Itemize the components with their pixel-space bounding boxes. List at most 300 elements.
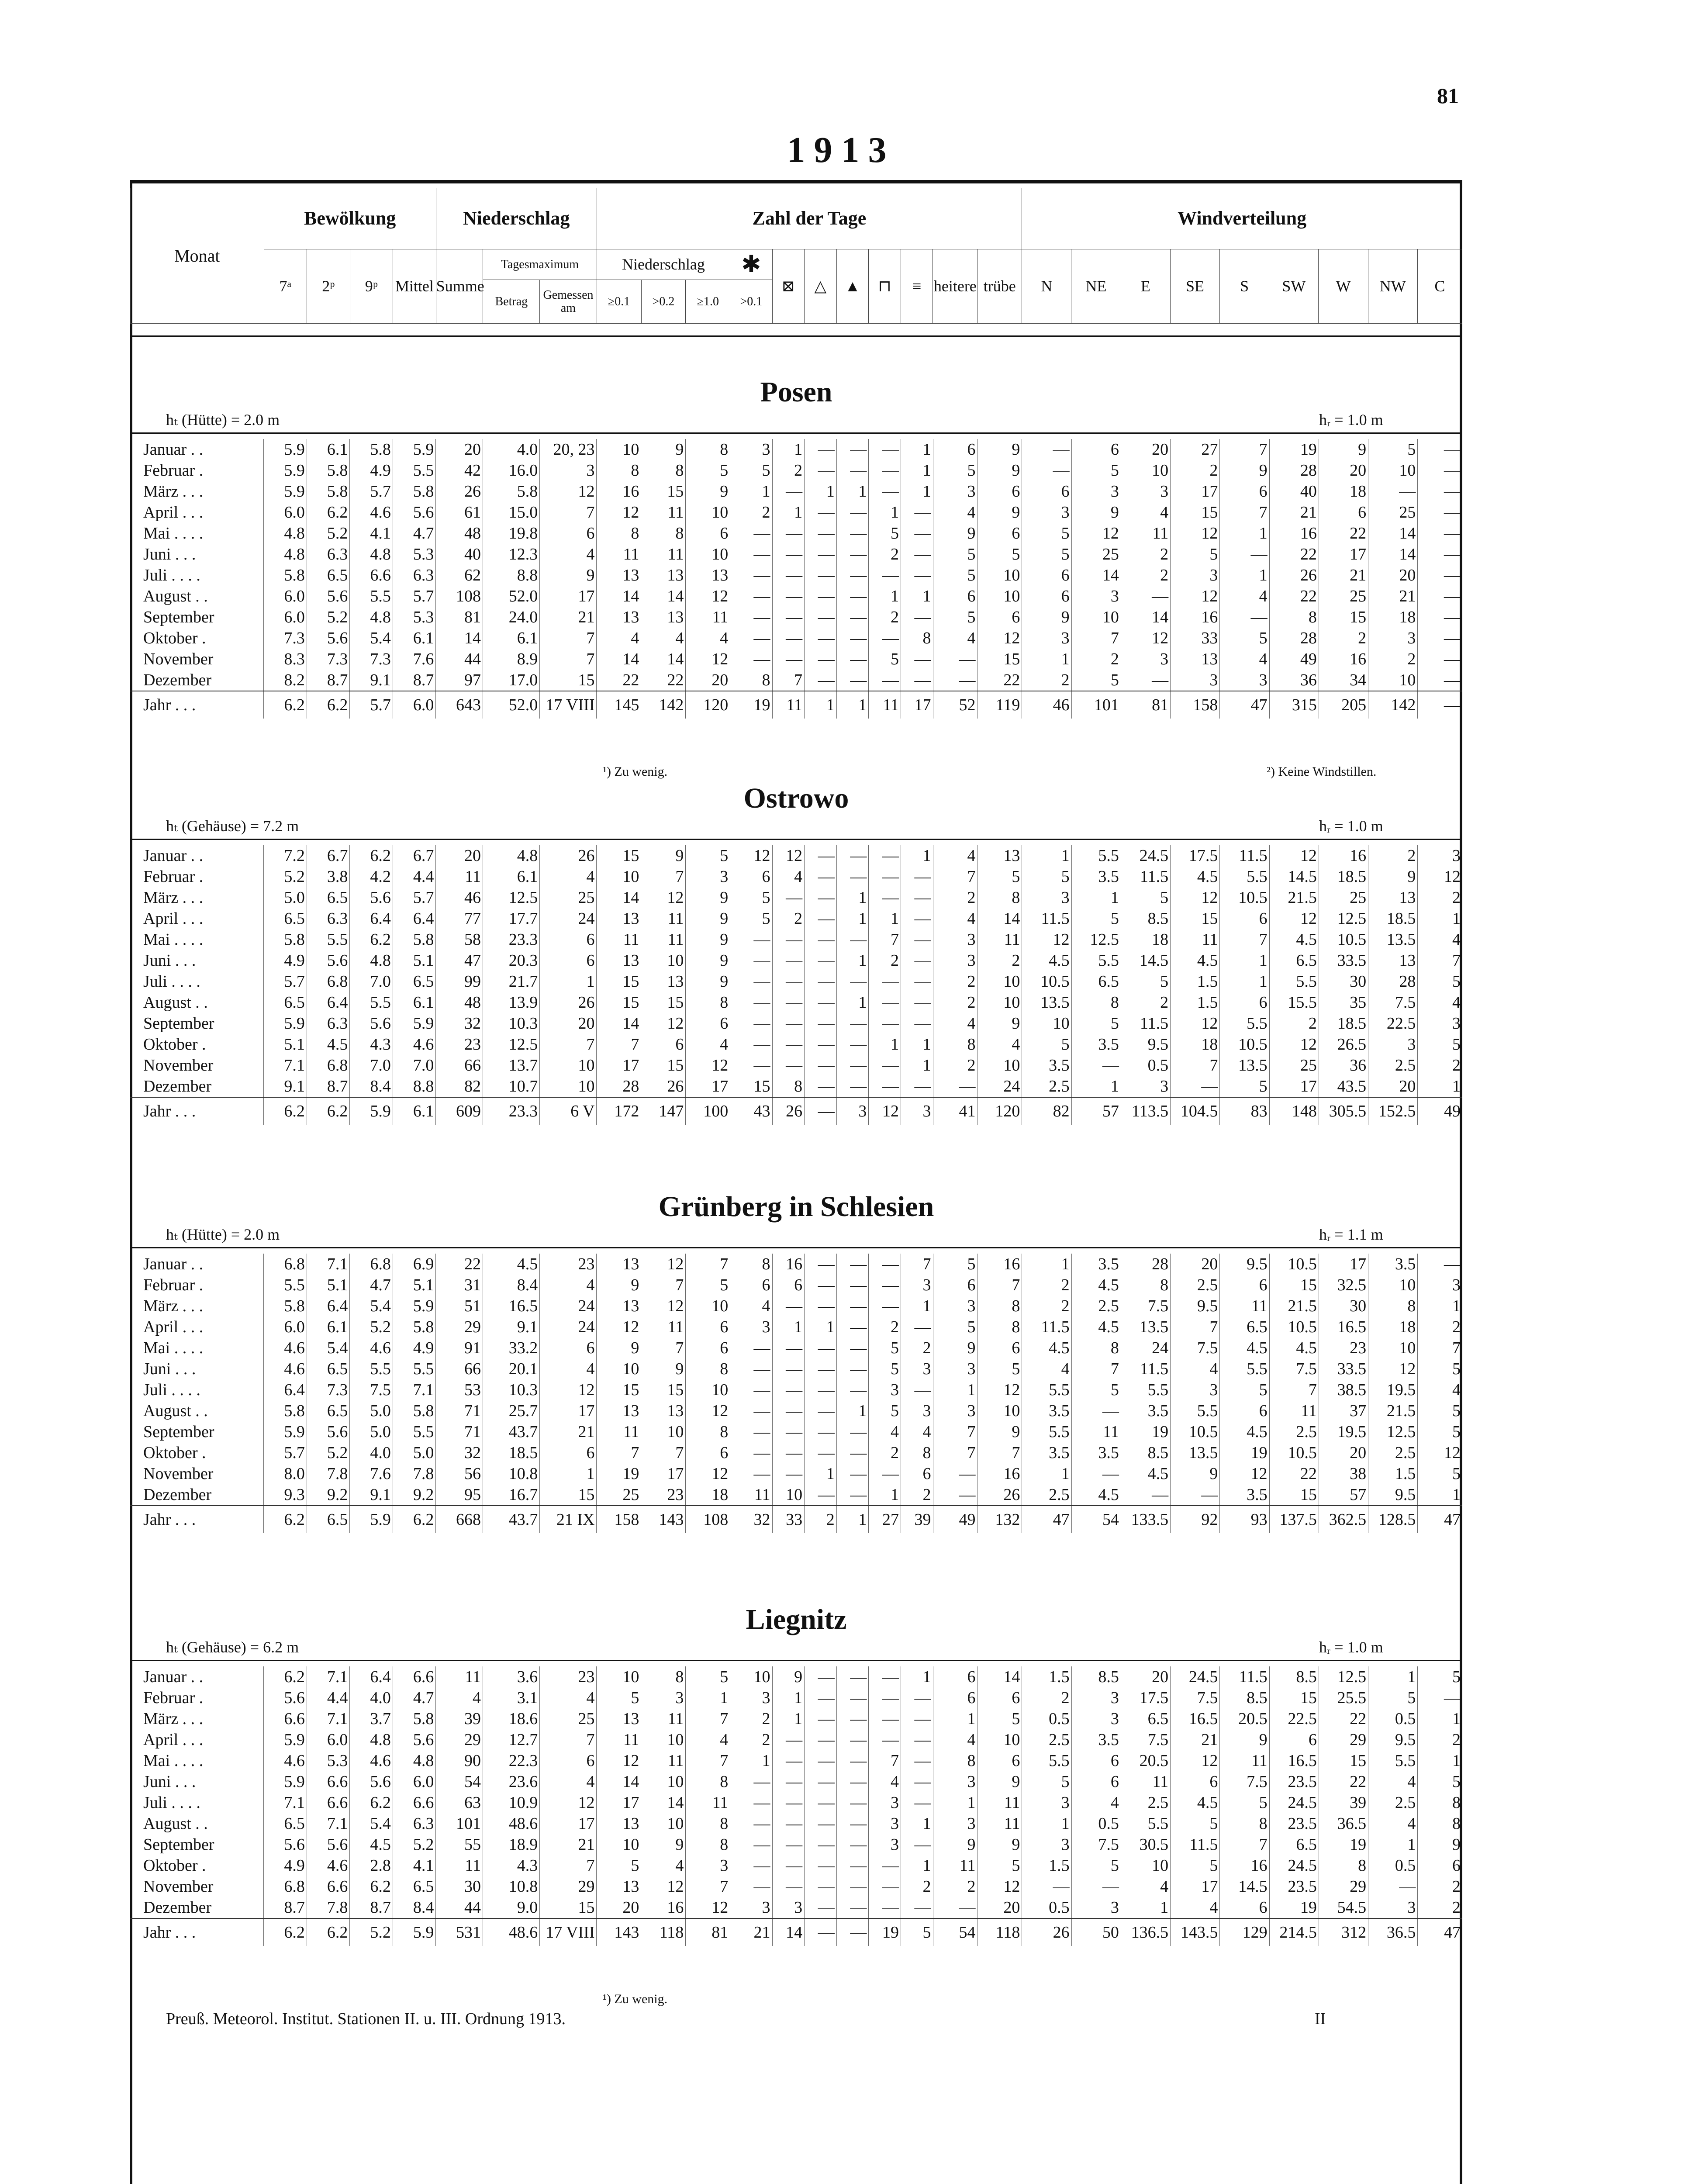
table-cell: 6.0	[307, 1729, 350, 1750]
table-cell: —	[772, 1442, 805, 1463]
table-cell: —	[869, 1855, 901, 1876]
table-cell: 6.5	[393, 971, 436, 992]
table-cell: —	[805, 1442, 837, 1463]
table-cell: 6	[1171, 1771, 1220, 1792]
month-label: Jahr . . .	[130, 1097, 264, 1125]
table-cell: 1	[1368, 1666, 1418, 1687]
table-cell: —	[869, 1275, 901, 1296]
table-cell: —	[1022, 439, 1071, 460]
footnote-right: ²) Keine Windstillen.	[1267, 764, 1377, 779]
table-cell: 23.3	[483, 1097, 540, 1125]
table-cell: 7	[686, 1750, 730, 1771]
table-cell: 20	[436, 845, 483, 866]
month-label: Januar . .	[143, 440, 204, 459]
table-cell: 3.5	[1220, 1484, 1269, 1506]
table-cell: 6.8	[307, 1055, 350, 1076]
table-cell: 7	[540, 1729, 597, 1750]
table-cell: —	[869, 1876, 901, 1897]
table-cell: 531	[436, 1918, 483, 1946]
table-cell: —	[836, 1918, 869, 1946]
table-cell: 25.7	[483, 1400, 540, 1421]
table-row	[130, 1379, 1462, 1400]
table-cell: 13	[641, 565, 686, 586]
table-cell: 5.1	[307, 1275, 350, 1296]
table-cell: 5.0	[350, 1400, 393, 1421]
table-cell: 12	[641, 1013, 686, 1034]
table-cell: 82	[1022, 1097, 1071, 1125]
table-cell: 8.7	[393, 670, 436, 691]
table-cell: 5.5	[1220, 1358, 1269, 1379]
table-cell: 56	[436, 1463, 483, 1484]
table-cell: 10	[1022, 1013, 1071, 1034]
table-cell: 5	[1022, 1034, 1071, 1055]
table-cell: 6.5	[307, 1400, 350, 1421]
table-cell: 3	[1121, 649, 1170, 670]
table-cell: 22	[641, 670, 686, 691]
table-cell: 7	[1220, 502, 1269, 523]
table-cell: 7.3	[350, 649, 393, 670]
table-cell: —	[772, 1463, 805, 1484]
table-cell: —	[1418, 502, 1462, 523]
table-cell: —	[1121, 1484, 1170, 1506]
month-label: Juni . . .	[143, 1360, 196, 1378]
table-cell: 7	[597, 1034, 641, 1055]
table-cell: —	[1418, 628, 1462, 649]
table-cell: 5.7	[264, 1442, 307, 1463]
table-cell: 7.5	[1071, 1834, 1121, 1855]
table-row	[130, 460, 1462, 481]
table-cell: —	[836, 1666, 869, 1687]
month-label: November	[143, 1877, 214, 1896]
table-cell: 11	[641, 908, 686, 929]
table-cell: 19.8	[483, 523, 540, 544]
header-7a: 7ᵃ	[264, 249, 307, 324]
table-cell: 48.6	[483, 1813, 540, 1834]
table-cell: 17	[597, 1792, 641, 1813]
header-gt01: >0.1	[730, 280, 772, 324]
table-cell: 0.5	[1022, 1708, 1071, 1729]
table-cell: 7.0	[350, 971, 393, 992]
table-cell: 36	[1269, 670, 1319, 691]
table-cell: 6.3	[307, 1013, 350, 1034]
footnote-left: ¹) Zu wenig.	[603, 1992, 668, 2006]
table-cell: 6.5	[264, 992, 307, 1013]
table-cell: 11.5	[1171, 1834, 1220, 1855]
table-cell: 6.1	[483, 628, 540, 649]
table-cell: 4.7	[350, 1275, 393, 1296]
table-cell: 6.2	[264, 691, 307, 719]
table-cell: —	[1418, 1687, 1462, 1708]
table-cell: 8	[1418, 1813, 1462, 1834]
table-cell: 5.8	[393, 1708, 436, 1729]
table-cell: 14	[641, 649, 686, 670]
table-cell: 7	[1418, 1337, 1462, 1358]
table-cell: 3.5	[1071, 1034, 1121, 1055]
table-cell: 18.9	[483, 1834, 540, 1855]
month-label: Oktober .	[143, 1035, 206, 1054]
table-cell: 10	[641, 1813, 686, 1834]
table-cell: 3	[1220, 670, 1269, 691]
table-cell: 5.3	[393, 544, 436, 565]
table-cell: 39	[901, 1506, 933, 1533]
table-cell: 6.8	[264, 1254, 307, 1275]
header-2p: 2ᵖ	[307, 249, 350, 324]
table-cell: 4	[540, 1771, 597, 1792]
table-cell: 14.5	[1121, 950, 1170, 971]
header-zahl-der-tage: Zahl der Tage	[597, 188, 1022, 249]
table-cell: 9	[977, 1834, 1022, 1855]
table-cell: 7.8	[393, 1463, 436, 1484]
table-cell: —	[836, 607, 869, 628]
table-cell: —	[901, 1750, 933, 1771]
table-cell: 7	[933, 1421, 977, 1442]
table-cell: 1	[772, 502, 805, 523]
table-cell: 16.7	[483, 1484, 540, 1506]
table-cell: —	[772, 992, 805, 1013]
table-cell: 2	[772, 908, 805, 929]
header-wind-e: E	[1121, 249, 1170, 324]
station-title: Liegnitz	[746, 1603, 847, 1635]
table-row	[130, 607, 1462, 628]
table-cell: 9	[1319, 439, 1368, 460]
table-cell: 5.8	[393, 1317, 436, 1337]
table-cell: 15	[641, 1055, 686, 1076]
table-cell: 9	[641, 1834, 686, 1855]
table-cell: 8	[772, 1076, 805, 1097]
table-cell: 1	[772, 1687, 805, 1708]
table-cell: 5	[597, 1855, 641, 1876]
table-cell: 2.5	[1171, 1275, 1220, 1296]
table-cell: 4.5	[1071, 1317, 1121, 1337]
table-cell: 97	[436, 670, 483, 691]
table-cell: 7.2	[264, 845, 307, 866]
station-title: Posen	[760, 376, 832, 408]
table-cell: —	[836, 502, 869, 523]
table-cell: 5	[1022, 1771, 1071, 1792]
table-cell: 1	[1022, 1463, 1071, 1484]
table-cell: 5.5	[393, 1358, 436, 1379]
table-cell: 4	[436, 1687, 483, 1708]
year-total-row	[130, 1506, 1462, 1533]
table-cell: 47	[1220, 691, 1269, 719]
table-cell: 10	[686, 502, 730, 523]
header-bewoelkung: Bewölkung	[264, 188, 436, 249]
table-cell: 6	[933, 1666, 977, 1687]
table-cell: 12	[540, 481, 597, 502]
table-cell: 7	[540, 1034, 597, 1055]
month-label: Februar .	[143, 1276, 204, 1294]
table-cell: 145	[597, 691, 641, 719]
table-cell: 5.2	[307, 523, 350, 544]
table-cell: 2	[901, 1876, 933, 1897]
table-cell: 11	[436, 1855, 483, 1876]
table-cell: 1	[901, 1055, 933, 1076]
table-cell: —	[836, 1421, 869, 1442]
table-cell: 3	[1071, 481, 1121, 502]
header-9p: 9ᵖ	[350, 249, 393, 324]
table-cell: 4	[933, 845, 977, 866]
table-cell: 3.5	[1022, 1400, 1071, 1421]
table-cell: 91	[436, 1337, 483, 1358]
table-cell: 5	[1121, 887, 1170, 908]
table-cell: 10.5	[1269, 1442, 1319, 1463]
table-cell: 6	[977, 1750, 1022, 1771]
table-cell: —	[1418, 439, 1462, 460]
table-cell: —	[730, 971, 772, 992]
table-cell: 4	[1171, 1897, 1220, 1918]
table-cell: —	[805, 544, 837, 565]
table-cell: 1	[901, 481, 933, 502]
table-cell: 36.5	[1319, 1813, 1368, 1834]
table-cell: 17.7	[483, 908, 540, 929]
table-cell: 7.1	[307, 1666, 350, 1687]
table-cell: —	[901, 1729, 933, 1750]
table-cell: —	[869, 1296, 901, 1317]
table-cell: 4.5	[1171, 950, 1220, 971]
header-mittel: Mittel	[393, 249, 436, 324]
table-cell: 3	[1171, 565, 1220, 586]
table-cell: 1	[1418, 1708, 1462, 1729]
table-cell: —	[730, 1358, 772, 1379]
table-cell: —	[836, 586, 869, 607]
table-cell: 18	[1368, 607, 1418, 628]
table-cell: 132	[977, 1506, 1022, 1533]
table-cell: 100	[686, 1097, 730, 1125]
table-cell: 17	[1319, 1254, 1368, 1275]
table-cell: 5	[869, 649, 901, 670]
table-cell: 12	[641, 1876, 686, 1897]
table-cell: 6.6	[393, 1792, 436, 1813]
table-cell: 41	[933, 1097, 977, 1125]
table-cell: 12	[1171, 523, 1220, 544]
table-cell: 12	[597, 1750, 641, 1771]
table-cell: 28	[1368, 971, 1418, 992]
table-cell: —	[805, 565, 837, 586]
table-cell: 7	[1071, 1358, 1121, 1379]
header-wind-s: S	[1220, 249, 1269, 324]
table-cell: 9	[977, 460, 1022, 481]
table-cell: —	[772, 1729, 805, 1750]
table-cell: 8.5	[1071, 1666, 1121, 1687]
header-gemessen-am: Gemessen am	[540, 280, 597, 324]
table-cell: 14	[597, 1013, 641, 1034]
station-ht-height: hₜ (Hütte) = 2.0 m	[166, 411, 280, 429]
table-cell: 2	[1022, 1275, 1071, 1296]
table-cell: 5.4	[350, 628, 393, 649]
table-cell: 4	[1022, 1358, 1071, 1379]
table-row	[130, 1876, 1462, 1897]
table-cell: 25	[540, 1708, 597, 1729]
table-cell: —	[869, 670, 901, 691]
table-cell: 4	[933, 908, 977, 929]
month-label: November	[143, 1465, 214, 1483]
table-cell: 7.3	[307, 1379, 350, 1400]
table-cell: 17	[641, 1463, 686, 1484]
table-row	[130, 1834, 1462, 1855]
thunderstorm-icon: ⊓	[869, 249, 901, 324]
table-cell: 5	[977, 866, 1022, 887]
table-cell: 5.2	[307, 1442, 350, 1463]
table-cell: 22	[597, 670, 641, 691]
table-cell: —	[805, 1813, 837, 1834]
month-label: Juli . . . .	[143, 1381, 200, 1399]
table-cell: —	[805, 1855, 837, 1876]
table-cell: 10.8	[483, 1876, 540, 1897]
table-cell: —	[836, 1813, 869, 1834]
table-cell: 1	[540, 1463, 597, 1484]
table-cell: 28	[1269, 628, 1319, 649]
table-cell: 12	[686, 1897, 730, 1918]
table-cell: 4	[540, 1358, 597, 1379]
table-cell: 2	[1022, 1296, 1071, 1317]
table-cell: —	[836, 1708, 869, 1729]
table-cell: —	[805, 502, 837, 523]
table-cell: 26	[772, 1097, 805, 1125]
header-wind-ne: NE	[1071, 249, 1121, 324]
table-cell: —	[901, 502, 933, 523]
table-row	[130, 1317, 1462, 1337]
table-cell: —	[772, 544, 805, 565]
month-label: August . .	[143, 993, 208, 1012]
table-cell: 6.2	[264, 1666, 307, 1687]
table-cell: 10	[597, 866, 641, 887]
table-cell: 9.5	[1368, 1729, 1418, 1750]
table-cell: 7	[1071, 628, 1121, 649]
table-cell: 3	[869, 1813, 901, 1834]
table-cell: 5	[730, 887, 772, 908]
station-ht-height: hₜ (Gehäuse) = 7.2 m	[166, 817, 299, 835]
header-monat: Monat	[131, 188, 264, 324]
table-cell: —	[869, 971, 901, 992]
table-cell: 17 VIII	[540, 1918, 597, 1946]
table-cell: 3	[901, 1400, 933, 1421]
table-cell: 35	[1319, 992, 1368, 1013]
table-cell: —	[836, 929, 869, 950]
table-row	[130, 845, 1462, 866]
table-cell: —	[805, 1337, 837, 1358]
table-cell: 8	[686, 1358, 730, 1379]
table-cell: 12	[977, 1379, 1022, 1400]
table-cell: 19.5	[1319, 1421, 1368, 1442]
table-cell: 143.5	[1171, 1918, 1220, 1946]
table-cell: 5.5	[307, 929, 350, 950]
table-cell: 11	[1121, 523, 1170, 544]
table-cell: 24.5	[1121, 845, 1170, 866]
table-cell: —	[772, 628, 805, 649]
table-cell: 136.5	[1121, 1918, 1170, 1946]
table-cell: 9.2	[307, 1484, 350, 1506]
table-cell: 20	[1368, 565, 1418, 586]
table-cell: —	[730, 523, 772, 544]
table-cell: —	[772, 1358, 805, 1379]
month-label: Oktober .	[143, 1856, 206, 1875]
table-cell: 9	[977, 502, 1022, 523]
table-cell: 5	[933, 565, 977, 586]
table-cell: 14	[436, 628, 483, 649]
table-cell: 5	[686, 1275, 730, 1296]
table-cell: —	[901, 992, 933, 1013]
table-cell: 5	[1418, 1400, 1462, 1421]
table-cell: 12	[686, 1463, 730, 1484]
table-cell: 51	[436, 1296, 483, 1317]
table-cell: 5	[1220, 1076, 1269, 1097]
footer-institute: Preuß. Meteorol. Institut. Stationen II. u. III. Ordnung 1913.	[166, 2010, 566, 2028]
table-cell: 6	[540, 929, 597, 950]
table-cell: 5	[686, 460, 730, 481]
table-cell: 5.8	[393, 1400, 436, 1421]
table-cell: 7	[1418, 950, 1462, 971]
table-cell: 1	[901, 460, 933, 481]
table-cell: —	[933, 1484, 977, 1506]
table-cell: 12	[540, 1379, 597, 1400]
table-cell: 137.5	[1269, 1506, 1319, 1533]
table-cell: —	[1022, 460, 1071, 481]
table-cell: 1	[836, 1400, 869, 1421]
month-label: September	[143, 1423, 214, 1441]
table-cell: 9	[933, 523, 977, 544]
table-cell: 26	[436, 481, 483, 502]
table-cell: 10	[686, 1296, 730, 1317]
table-cell: 5.4	[307, 1337, 350, 1358]
table-cell: 6.5	[1269, 1834, 1319, 1855]
table-cell: 13	[597, 950, 641, 971]
table-cell: 2	[1171, 460, 1220, 481]
table-cell: 1	[901, 586, 933, 607]
table-cell: 1	[1220, 971, 1269, 992]
table-cell: 3	[1368, 1897, 1418, 1918]
table-cell: 12	[977, 1876, 1022, 1897]
table-cell: 43.7	[483, 1421, 540, 1442]
table-cell: 15	[597, 992, 641, 1013]
table-cell: 4	[1368, 1813, 1418, 1834]
table-cell: 7.1	[307, 1254, 350, 1275]
year-total-row	[130, 691, 1462, 719]
table-cell: —	[772, 1379, 805, 1400]
table-cell: 49	[933, 1506, 977, 1533]
table-cell: 24	[1121, 1337, 1170, 1358]
header-wind-n: N	[1022, 249, 1071, 324]
table-cell: —	[772, 1400, 805, 1421]
table-cell: 30	[1319, 1296, 1368, 1317]
table-cell: 3.5	[1071, 1442, 1121, 1463]
table-cell: 8.7	[350, 1897, 393, 1918]
table-cell: 5.7	[393, 887, 436, 908]
table-cell: 26	[1022, 1918, 1071, 1946]
table-cell: 25	[1319, 586, 1368, 607]
table-cell: —	[805, 1296, 837, 1317]
table-row	[130, 887, 1462, 908]
table-cell: 16.0	[483, 460, 540, 481]
table-cell: 21	[1269, 502, 1319, 523]
table-cell: 2	[1269, 1013, 1319, 1034]
table-cell: 305.5	[1319, 1097, 1368, 1125]
table-cell: 21.5	[1368, 1400, 1418, 1421]
table-cell: 10.7	[483, 1076, 540, 1097]
table-cell: 39	[1319, 1792, 1368, 1813]
table-cell: —	[730, 586, 772, 607]
table-cell: 6.5	[307, 887, 350, 908]
table-cell: 10	[1121, 460, 1170, 481]
table-cell: —	[805, 1876, 837, 1897]
table-cell: —	[901, 929, 933, 950]
table-cell: 52.0	[483, 586, 540, 607]
table-cell: 12	[772, 845, 805, 866]
month-label: April . . .	[143, 1318, 204, 1336]
month-label: Januar . .	[143, 847, 204, 865]
table-cell: 24.5	[1269, 1855, 1319, 1876]
table-cell: 9	[977, 439, 1022, 460]
table-cell: 4	[772, 866, 805, 887]
